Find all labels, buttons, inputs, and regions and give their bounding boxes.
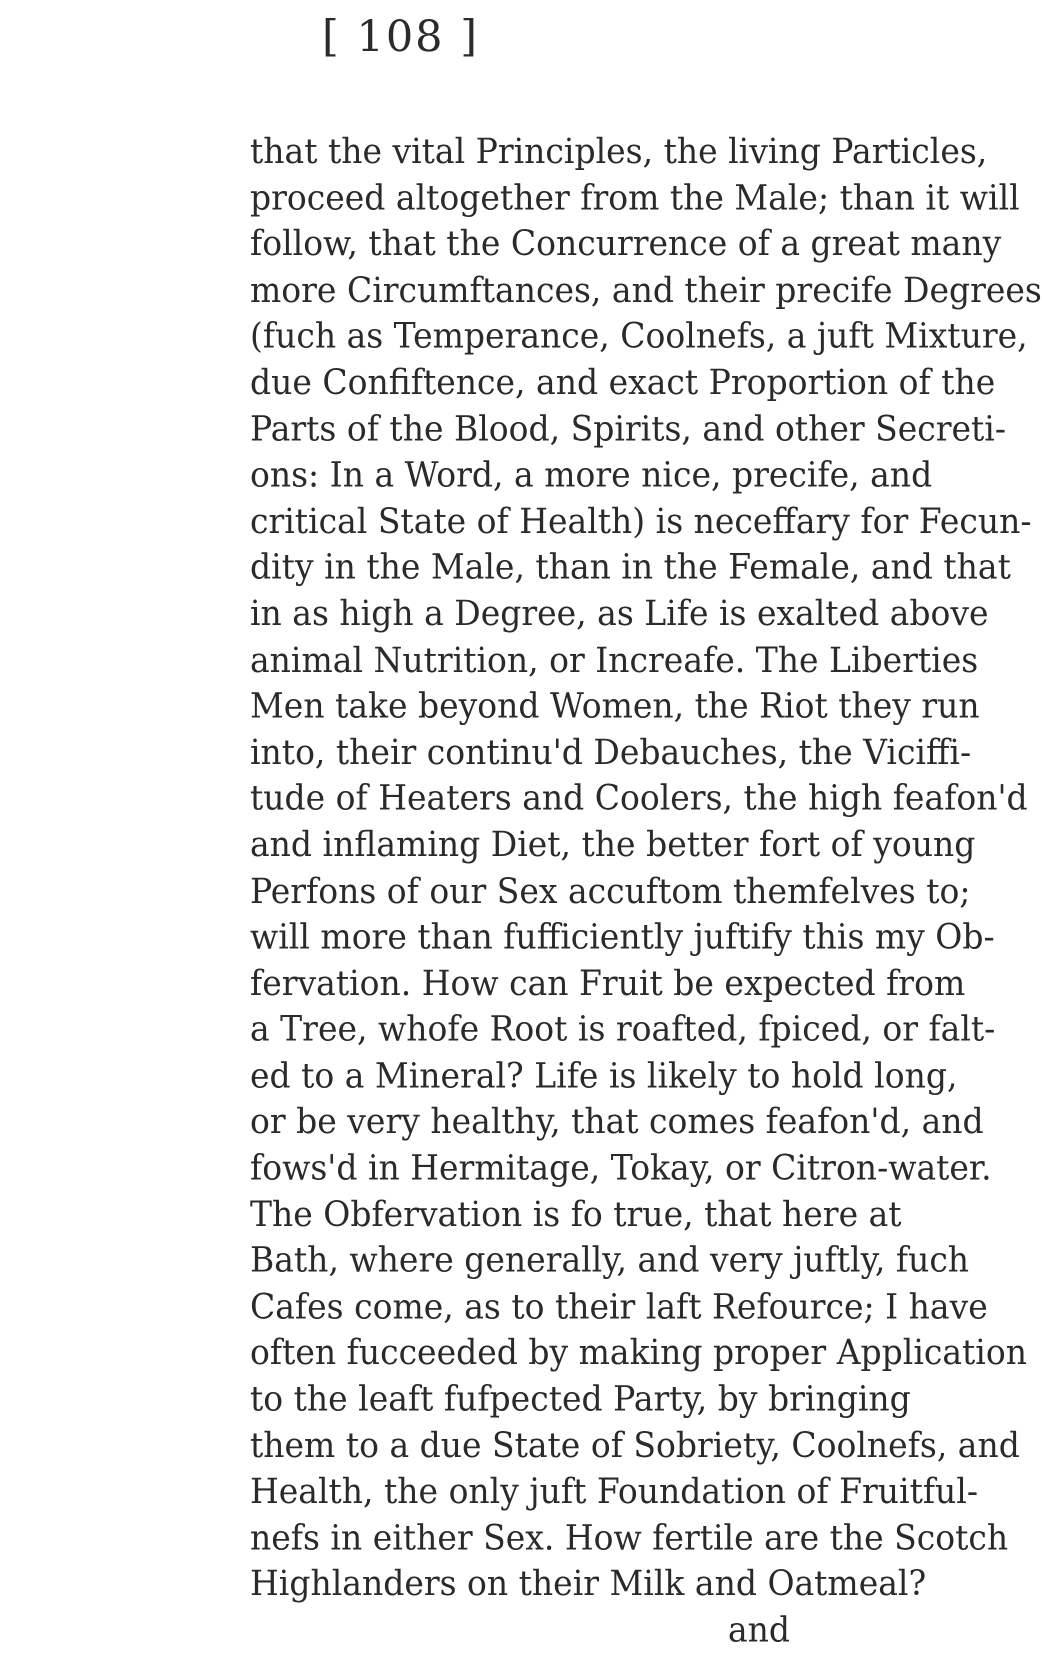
text-line: nefs in either Sex. How fertile are the Scotch [250, 1516, 1009, 1558]
text-line: often fucceeded by making proper Application [250, 1331, 1027, 1373]
text-line: that the vital Principles, the living Particles, [250, 130, 988, 172]
text-line: critical State of Health) is neceffary for Fecun- [250, 499, 1032, 542]
text-line: proceed altogether from the Male; than it will [250, 176, 1020, 218]
text-line: fows'd in Hermitage, Tokay, or Citron-water. [250, 1146, 992, 1189]
text-line: Cafes come, as to their laft Refource; I have [250, 1285, 988, 1327]
text-line: them to a due State of Sobriety, Coolnefs, and [250, 1423, 1020, 1466]
text-line: Parts of the Blood, Spirits, and other Secreti- [250, 407, 1007, 449]
text-line: ons: In a Word, a more nice, precife, and [250, 453, 933, 495]
text-line: more Circumftances, and their precife Degrees [250, 268, 1042, 311]
text-line: (fuch as Temperance, Coolnefs, a juft Mixture, [250, 314, 1028, 357]
text-line: will more than fufficiently juftify this my Ob- [250, 915, 995, 958]
text-line: to the leaft fufpected Party, by bringing [250, 1377, 911, 1420]
text-line: tude of Heaters and Coolers, the high feafon'd [250, 777, 1028, 819]
page-number: [ 108 ] [322, 12, 479, 62]
text-line: due Confiftence, and exact Proportion of the [250, 361, 996, 403]
text-line: animal Nutrition, or Increafe. The Liberties [250, 638, 979, 680]
text-line: into, their continu'd Debauches, the Viciffi- [250, 730, 972, 773]
text-line: or be very healthy, that comes feafon'd, and [250, 1100, 984, 1142]
text-line: Men take beyond Women, the Riot they run [250, 684, 980, 726]
text-line: in as high a Degree, as Life is exalted above [250, 592, 989, 634]
body-text [250, 128, 1042, 1653]
text-line: Perfons of our Sex accuftom themfelves to; [250, 869, 971, 911]
text-line: ed to a Mineral? Life is likely to hold long, [250, 1054, 958, 1096]
text-line: dity in the Male, than in the Female, and that [250, 546, 1011, 588]
catchword: and [727, 1608, 790, 1651]
text-line: and inflaming Diet, the better fort of young [250, 823, 976, 865]
text-line: Highlanders on their Milk and Oatmeal? [250, 1562, 927, 1604]
text-line: fervation. How can Fruit be expected from [250, 961, 966, 1004]
text-line: Health, the only juft Foundation of Fruitful- [250, 1470, 978, 1512]
text-line: The Obfervation is fo true, that here at [250, 1192, 902, 1235]
text-line: follow, that the Concurrence of a great many [250, 222, 1002, 264]
text-line: Bath, where generally, and very juftly, fuch [250, 1239, 970, 1281]
text-line: a Tree, whofe Root is roafted, fpiced, or falt- [250, 1008, 996, 1050]
